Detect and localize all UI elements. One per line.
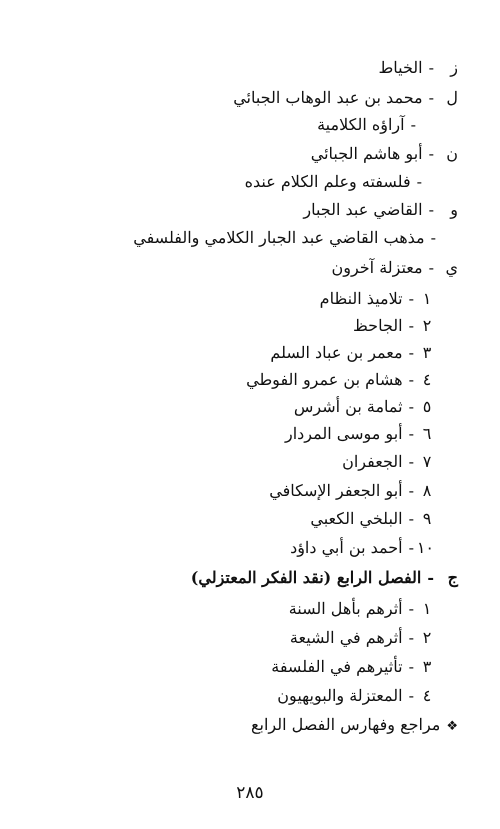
item-title: تلاميذ النظام xyxy=(319,289,403,308)
item-number: ٧ xyxy=(422,452,432,471)
entry-dash: - xyxy=(408,397,414,416)
toc-entry xyxy=(311,142,458,166)
numbered-item xyxy=(270,341,434,365)
entry-marker: ل xyxy=(446,88,458,107)
toc-entry xyxy=(378,56,458,80)
entry-title: مذهب القاضي عبد الجبار الكلامي والفلسفي xyxy=(133,228,425,247)
entry-dash: - xyxy=(416,172,422,191)
entry-title: أبو هاشم الجبائي xyxy=(310,144,423,163)
item-number: ٩ xyxy=(422,509,432,528)
numbered-item xyxy=(290,536,434,560)
entry-dash: - xyxy=(408,481,414,500)
numbered-item xyxy=(310,507,434,531)
item-number: ٥ xyxy=(422,397,432,416)
entry-dash: - xyxy=(408,424,414,443)
toc-subentry xyxy=(317,113,422,137)
entry-marker: ن xyxy=(446,144,458,163)
numbered-item xyxy=(271,655,434,679)
item-title: الجاحظ xyxy=(352,316,403,335)
item-number: ١ xyxy=(422,599,432,618)
page-number: ٢٨٥ xyxy=(236,783,264,803)
item-number: ٨ xyxy=(422,481,432,500)
entry-title: فلسفته وعلم الكلام عنده xyxy=(244,172,411,191)
chapter-heading xyxy=(191,566,458,590)
item-title: هشام بن عمرو الفوطي xyxy=(246,370,403,389)
numbered-item xyxy=(285,422,434,446)
numbered-item xyxy=(277,684,434,708)
item-number: ٦ xyxy=(422,424,432,443)
entry-dash: - xyxy=(408,599,414,618)
item-title: معمر بن عباد السلم xyxy=(270,343,403,362)
numbered-item xyxy=(289,597,434,621)
entry-marker: ز xyxy=(450,58,458,77)
entry-dash: - xyxy=(408,370,414,389)
item-number: ٢ xyxy=(422,628,432,647)
item-number: ٣ xyxy=(422,343,432,362)
entry-dash: - xyxy=(408,289,414,308)
item-title: الجعفران xyxy=(342,452,403,471)
entry-dash: - xyxy=(408,628,414,647)
numbered-item xyxy=(269,479,434,503)
item-number: ٤ xyxy=(422,686,432,705)
entry-marker: و xyxy=(450,200,458,219)
entry-marker: ي xyxy=(445,258,458,277)
entry-dash: - xyxy=(428,58,434,77)
entry-title: آراؤه الكلامية xyxy=(317,115,405,134)
references-entry xyxy=(251,713,458,739)
item-number: ٣ xyxy=(422,657,432,676)
toc-subentry xyxy=(245,170,428,194)
numbered-item xyxy=(294,395,434,419)
entry-title: محمد بن عبد الوهاب الجبائي xyxy=(233,88,423,107)
entry-dash: - xyxy=(408,657,414,676)
entry-dash: - xyxy=(408,452,414,471)
entry-dash: - xyxy=(408,509,414,528)
item-title: البلخي الكعبي xyxy=(310,509,403,528)
toc-entry xyxy=(233,86,458,110)
references-title: مراجع وفهارس الفصل الرابع xyxy=(250,715,441,734)
item-title: ثمامة بن أشرس xyxy=(293,397,403,416)
entry-title: القاضي عبد الجبار xyxy=(303,200,423,219)
entry-dash: - xyxy=(427,568,434,587)
entry-title: معتزلة آخرون xyxy=(331,258,423,277)
item-title: أحمد بن أبي داؤد xyxy=(290,538,403,557)
entry-dash: - xyxy=(408,538,414,557)
item-title: أبو موسى المردار xyxy=(284,424,403,443)
numbered-item xyxy=(246,368,434,392)
item-number: ١ xyxy=(422,289,432,308)
entry-dash: - xyxy=(428,144,434,163)
item-number: ٤ xyxy=(422,370,432,389)
item-number: ١٠ xyxy=(416,538,434,557)
numbered-item xyxy=(290,626,434,650)
item-title: أثرهم في الشيعة xyxy=(289,628,403,647)
entry-dash: - xyxy=(430,228,436,247)
item-title: المعتزلة والبويهيون xyxy=(277,686,403,705)
item-title: تأثيرهم في الفلسفة xyxy=(271,657,403,676)
diamond-bullet-icon: ❖ xyxy=(446,719,458,734)
numbered-item xyxy=(320,287,434,311)
item-number: ٢ xyxy=(422,316,432,335)
entry-dash: - xyxy=(428,200,434,219)
chapter-title: الفصل الرابع (نقد الفكر المعتزلي) xyxy=(190,568,422,587)
toc-entry xyxy=(331,256,458,280)
entry-marker: ج xyxy=(447,568,458,587)
toc-subentry xyxy=(133,226,442,250)
numbered-item xyxy=(353,314,434,338)
entry-dash: - xyxy=(428,88,434,107)
numbered-item xyxy=(342,450,434,474)
entry-dash: - xyxy=(428,258,434,277)
item-title: أبو الجعفر الإسكافي xyxy=(269,481,403,500)
toc-entry xyxy=(303,198,458,222)
entry-dash: - xyxy=(408,316,414,335)
entry-dash: - xyxy=(408,686,414,705)
entry-title: الخياط xyxy=(378,58,423,77)
item-title: أثرهم بأهل السنة xyxy=(288,599,403,618)
entry-dash: - xyxy=(410,115,416,134)
entry-dash: - xyxy=(408,343,414,362)
